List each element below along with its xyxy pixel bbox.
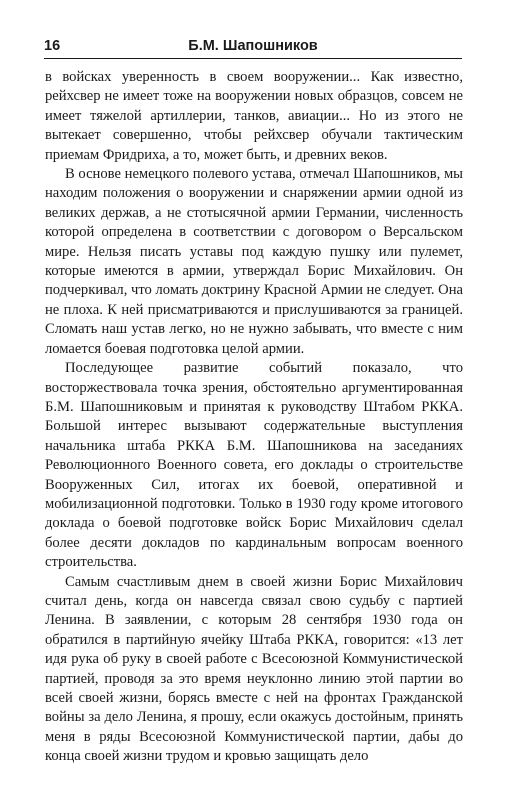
page-body [45, 68, 463, 767]
page-number: 16 [44, 38, 61, 54]
paragraph-continued: в войсках уверенность в своем вооружении... Как известно, рейхсвер не имеет тоже на вооружении новых образцов, совсем не имеет тяжелой артиллерии, танков, авиации... Но из этого не вытекает совершенно, чтобы рейхсвер обучали тактическим приемам Фридриха, а то, может быть, и древних веков. [45, 69, 463, 163]
paragraph: Последующее развитие событий показало, что восторжествовала точка зрения, обстоятельно аргументированная Б.М. Шапошниковым и принятая к руководству Штабом РККА. Большой интерес вызывают содержательные выступления начальника штаба РККА Б.М. Шапошникова на заседаниях Революционного Военного совета, его доклады о строительстве Вооруженных Сил, итогах их боевой, оперативной и мобилизационной подготовки. Только в 1930 году кроме итогового доклада о боевой подготовке войск Борис Михайлович сделал более десяти докладов по кардинальным вопросам военного строительства. [45, 360, 463, 571]
paragraph: В основе немецкого полевого устава, отмечал Шапошников, мы находим положения о вооружении и снаряжении армии одной из великих держав, а не стотысячной армии Германии, численность которой определена в соответствии с договором о Версальском мире. Нельзя писать уставы под каждую пушку или пулемет, которые имеются в армии, утверждал Борис Михайлович. Он подчеркивал, что ломать доктрину Красной Армии не следует. Она не плоха. К ней присматриваются и прислушиваются за границей. Сломать наш устав легко, но не нужно забывать, что вместе с ним ломается боевая подготовка целой армии. [45, 166, 463, 357]
paragraph: Самым счастливым днем в своей жизни Борис Михайлович считал день, когда он навсегда связал свою судьбу с партией Ленина. В заявлении, с которым 28 сентября 1930 года он обратился в партийную ячейку Штаба РККА, говорится: «13 лет идя рука об руку в своей работе с Всесоюзной Коммунистической партией, проводя за это время неуклонно линию этой партии во всей своей жизни, борясь вместе с ней на фронтах Гражданской войны за дело Ленина, я прошу, если окажусь достойным, принять меня в ряды Всесоюзной Коммунистической партии, дабы до конца своей жизни трудом и кровью защищать дело [45, 573, 463, 765]
running-head-title: Б.М. Шапошников [188, 38, 318, 54]
running-header [44, 36, 462, 59]
